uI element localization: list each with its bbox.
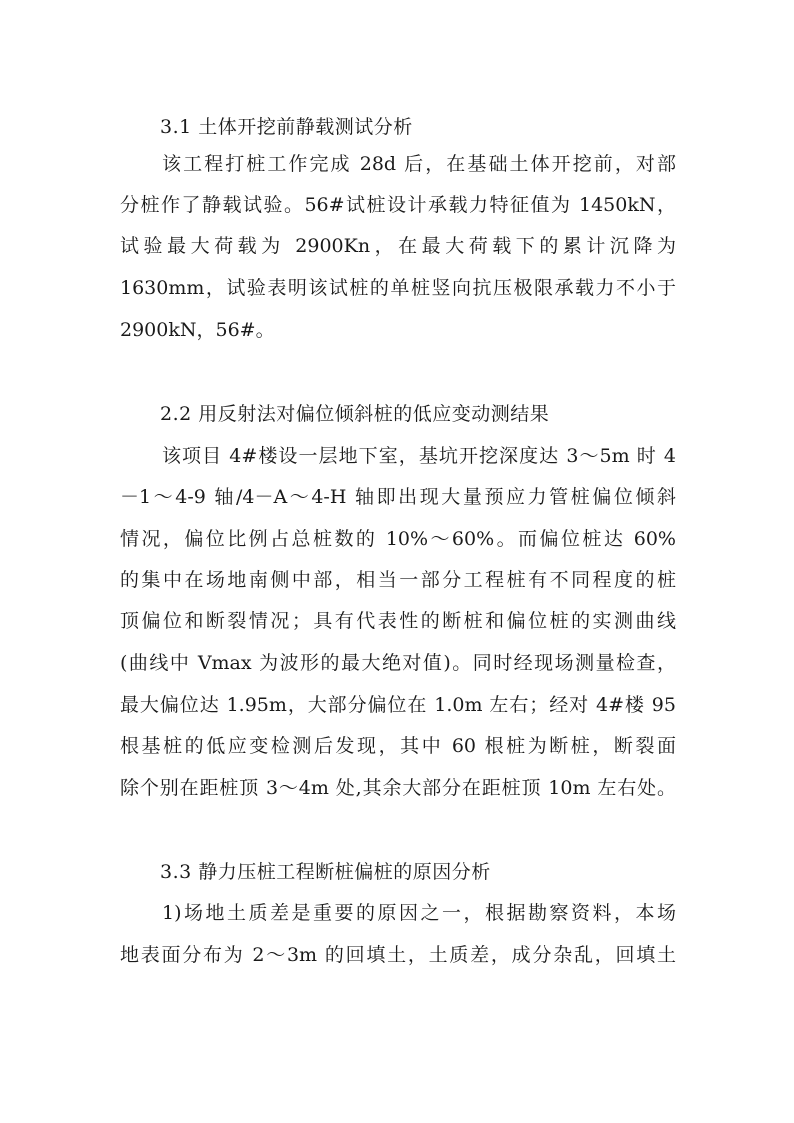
paragraph-line: 该工程打桩工作完成 28d 后，在基础土体开挖前，对部 [162, 153, 676, 175]
paragraph-line: 分桩作了静载试验。56#试桩设计承载力特征值为 1450kN， [120, 194, 676, 216]
section-heading-3-1: 3.1 土体开挖前静载测试分析 [160, 116, 413, 138]
section-heading-3-3: 3.3 静力压桩工程断桩偏桩的原因分析 [160, 861, 491, 883]
paragraph-line: 2900kN，56#。 [120, 319, 275, 341]
paragraph-line: 顶偏位和断裂情况；具有代表性的断桩和偏位桩的实测曲线 [120, 610, 676, 632]
paragraph-line: 根基桩的低应变检测后发现，其中 60 根桩为断桩，断裂面 [120, 735, 676, 757]
paragraph-line: 情况，偏位比例占总桩数的 10%～60%。而偏位桩达 60% [120, 528, 676, 550]
paragraph-line: 1630mm，试验表明该试桩的单桩竖向抗压极限承载力不小于 [120, 277, 676, 299]
paragraph-line: 试验最大荷载为 2900Kn，在最大荷载下的累计沉降为 [120, 235, 676, 257]
section-heading-2-2: 2.2 用反射法对偏位倾斜桩的低应变动测结果 [160, 403, 550, 425]
paragraph-line: 最大偏位达 1.95m，大部分偏位在 1.0m 左右；经对 4#楼 95 [120, 694, 676, 716]
paragraph-line: (曲线中 Vmax 为波形的最大绝对值)。同时经现场测量检查， [120, 652, 676, 674]
paragraph-line: 的集中在场地南侧中部，相当一部分工程桩有不同程度的桩 [120, 569, 676, 591]
paragraph-line: －1～4-9 轴/4－A～4-H 轴即出现大量预应力管桩偏位倾斜 [120, 486, 676, 508]
paragraph-line: 地表面分布为 2～3m 的回填土，土质差，成分杂乱，回填土 [120, 944, 676, 966]
paragraph-line: 1)场地土质差是重要的原因之一，根据勘察资料，本场 [162, 902, 676, 924]
paragraph-line: 该项目 4#楼设一层地下室，基坑开挖深度达 3～5m 时 4 [162, 445, 676, 467]
paragraph-line: 除个别在距桩顶 3～4m 处,其余大部分在距桩顶 10m 左右处。 [120, 777, 676, 799]
